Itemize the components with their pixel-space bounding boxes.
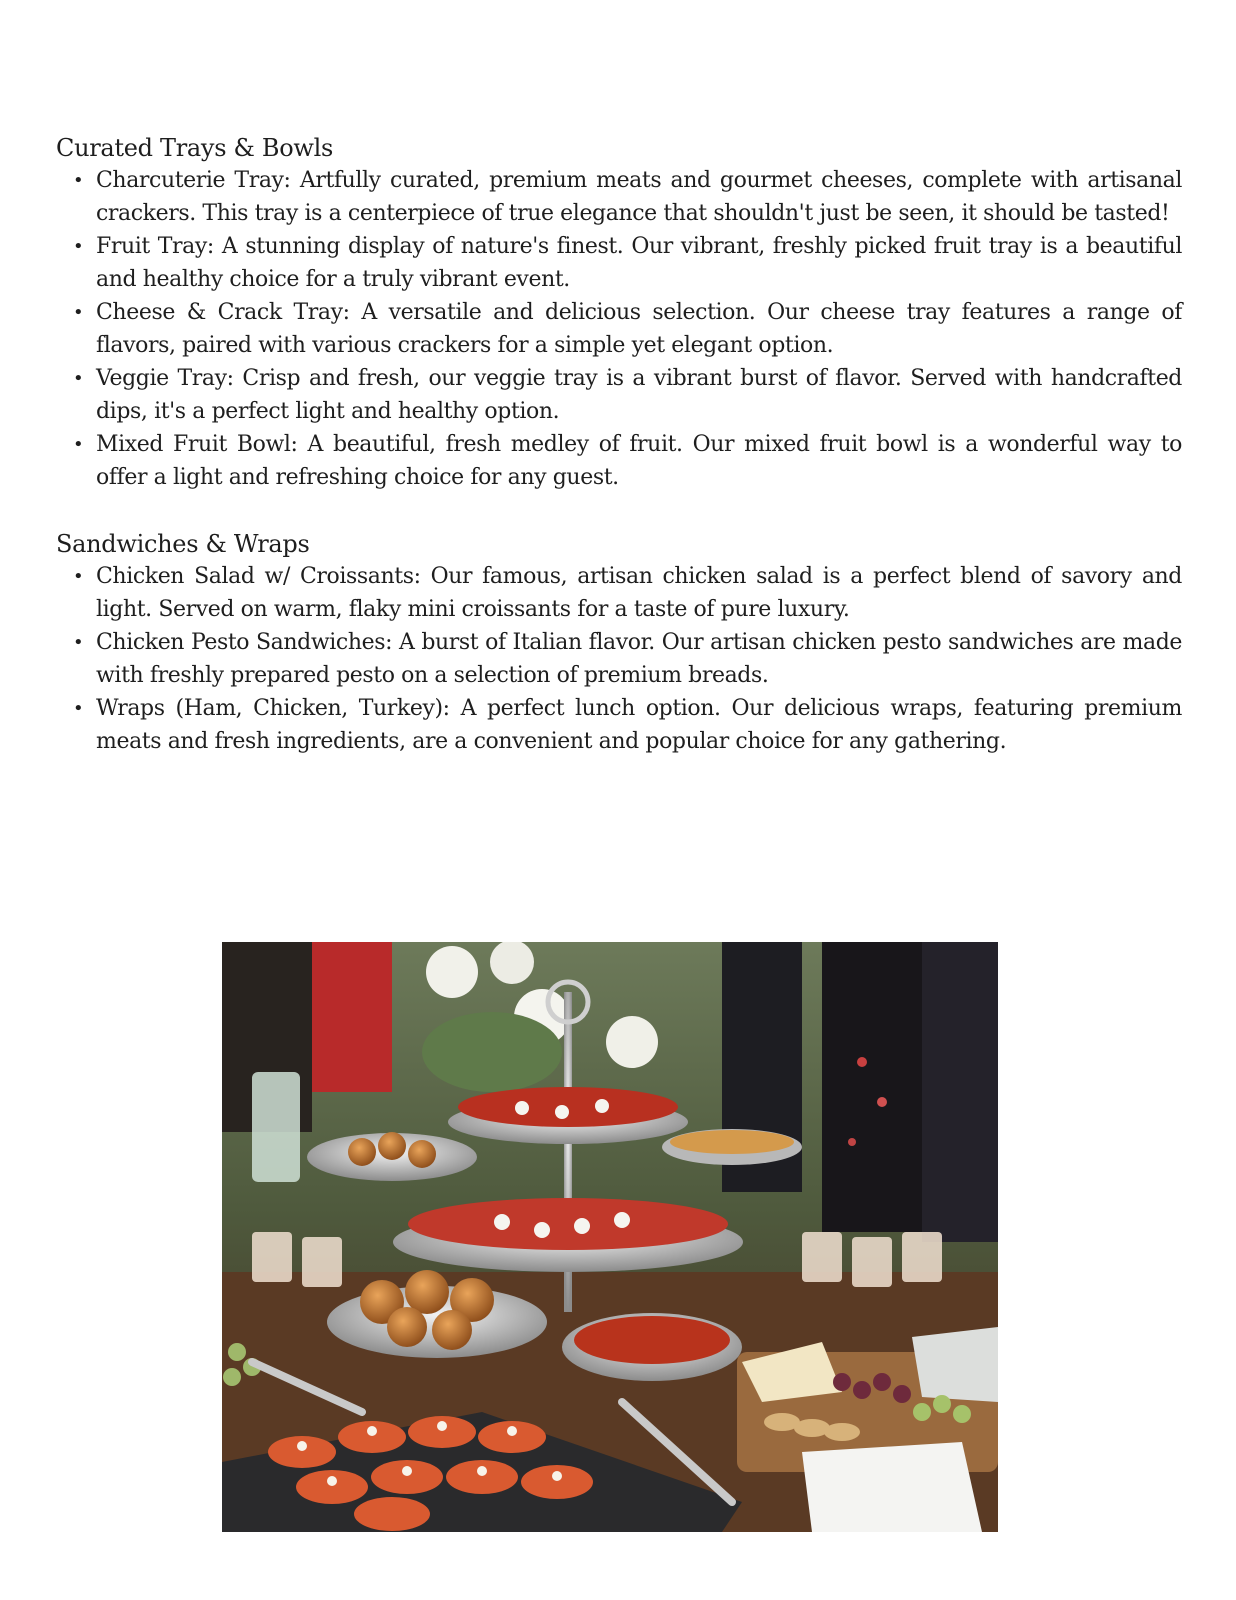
bullet-icon: • [73, 632, 84, 653]
item-text: Cheese & Crack Tray: A versatile and delicious selection. Our cheese tray features a range of flavors, paired with various crackers for a simple yet elegant option. [96, 300, 1182, 358]
section-sandwiches-wraps [56, 528, 1182, 758]
item-text: Veggie Tray: Crisp and fresh, our veggie tray is a vibrant burst of flavor. Served with handcrafted dips, it's a perfect light and healthy option. [96, 366, 1182, 424]
catering-buffet-photo [222, 942, 998, 1532]
bullet-icon: • [73, 302, 84, 323]
item-text: Fruit Tray: A stunning display of nature's finest. Our vibrant, freshly picked fruit tray is a beautiful and healthy choice for a truly vibrant event. [96, 234, 1182, 292]
bullet-icon: • [73, 368, 84, 389]
item-text: Wraps (Ham, Chicken, Turkey): A perfect lunch option. Our delicious wraps, featuring premium meats and fresh ingredients, are a convenient and popular choice for any gathering. [96, 696, 1182, 754]
list-item [73, 692, 1182, 758]
item-text: Chicken Salad w/ Croissants: Our famous, artisan chicken salad is a perfect blend of savory and light. Served on warm, flaky mini croissants for a taste of pure luxury. [96, 564, 1182, 622]
list-item [73, 362, 1182, 428]
section-title: Sandwiches & Wraps [56, 530, 310, 558]
item-text: Charcuterie Tray: Artfully curated, premium meats and gourmet cheeses, complete with artisanal crackers. This tray is a centerpiece of true elegance that shouldn't just be seen, it should be tasted! [96, 168, 1182, 226]
bullet-icon: • [73, 170, 84, 191]
item-list [56, 560, 1182, 758]
list-item [73, 230, 1182, 296]
bullet-icon: • [73, 236, 84, 257]
list-item [73, 428, 1182, 494]
bullet-icon: • [73, 434, 84, 455]
section-curated-trays [56, 132, 1182, 494]
list-item [73, 560, 1182, 626]
bullet-icon: • [73, 698, 84, 719]
bullet-icon: • [73, 566, 84, 587]
item-list [56, 164, 1182, 494]
item-text: Mixed Fruit Bowl: A beautiful, fresh medley of fruit. Our mixed fruit bowl is a wonderful way to offer a light and refreshing choice for any guest. [96, 432, 1182, 490]
list-item [73, 164, 1182, 230]
menu-content [56, 132, 1182, 758]
item-text: Chicken Pesto Sandwiches: A burst of Italian flavor. Our artisan chicken pesto sandwiches are made with freshly prepared pesto on a selection of premium breads. [96, 630, 1182, 688]
section-title: Curated Trays & Bowls [56, 134, 334, 162]
list-item [73, 626, 1182, 692]
list-item [73, 296, 1182, 362]
